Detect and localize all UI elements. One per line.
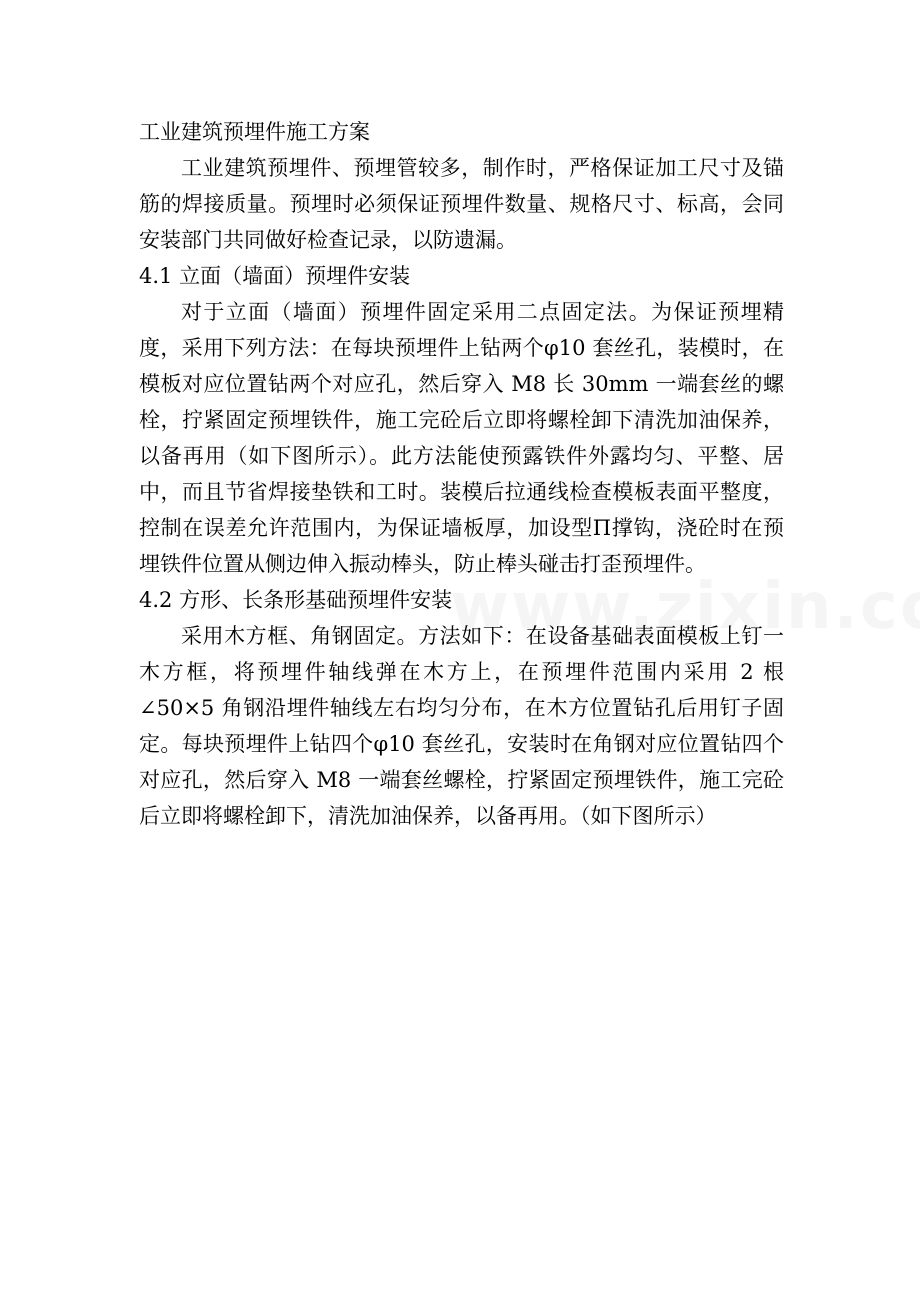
section-heading-4-1: 4.1 立面（墙面）预埋件安装 (139, 264, 411, 288)
section-4-2-paragraph: 采用木方框、角钢固定。方法如下：在设备基础表面模板上钉一木方框，将预埋件轴线弹在木方上，在预埋件范围内采用 2 根∠50×5 角钢沿埋件轴线左右均匀分布，在木方位置钻孔后用钉子固定。每块预埋件上钻四个φ10 套丝孔，安装时在角钢对应位置钻四个对应孔，然后穿入 M8 一端套丝螺栓，拧紧固定预埋铁件，施工完砼后立即将螺栓卸下，清洗加油保养，以备再用。（如下图所示） (139, 624, 784, 828)
document-body (139, 114, 784, 834)
document-title: 工业建筑预埋件施工方案 (139, 120, 370, 144)
intro-paragraph: 工业建筑预埋件、预埋管较多，制作时，严格保证加工尺寸及锚筋的焊接质量。预埋时必须保证预埋件数量、规格尺寸、标高，会同安装部门共同做好检查记录，以防遗漏。 (139, 156, 784, 252)
section-4-1-paragraph: 对于立面（墙面）预埋件固定采用二点固定法。为保证预埋精度，采用下列方法：在每块预埋件上钻两个φ10 套丝孔，装模时，在模板对应位置钻两个对应孔，然后穿入 M8 长 30mm 一端套丝的螺栓，拧紧固定预埋铁件，施工完砼后立即将螺栓卸下清洗加油保养，以备再用（如下图所示）。此方法能使预露铁件外露均匀、平整、居中，而且节省焊接垫铁和工时。装模后拉通线检查模板表面平整度，控制在误差允许范围内，为保证墙板厚，加设型Π撑钩，浇砼时在预埋铁件位置从侧边伸入振动棒头，防止棒头碰击打歪预埋件。 (139, 300, 784, 576)
section-heading-4-2: 4.2 方形、长条形基础预埋件安装 (139, 588, 453, 612)
